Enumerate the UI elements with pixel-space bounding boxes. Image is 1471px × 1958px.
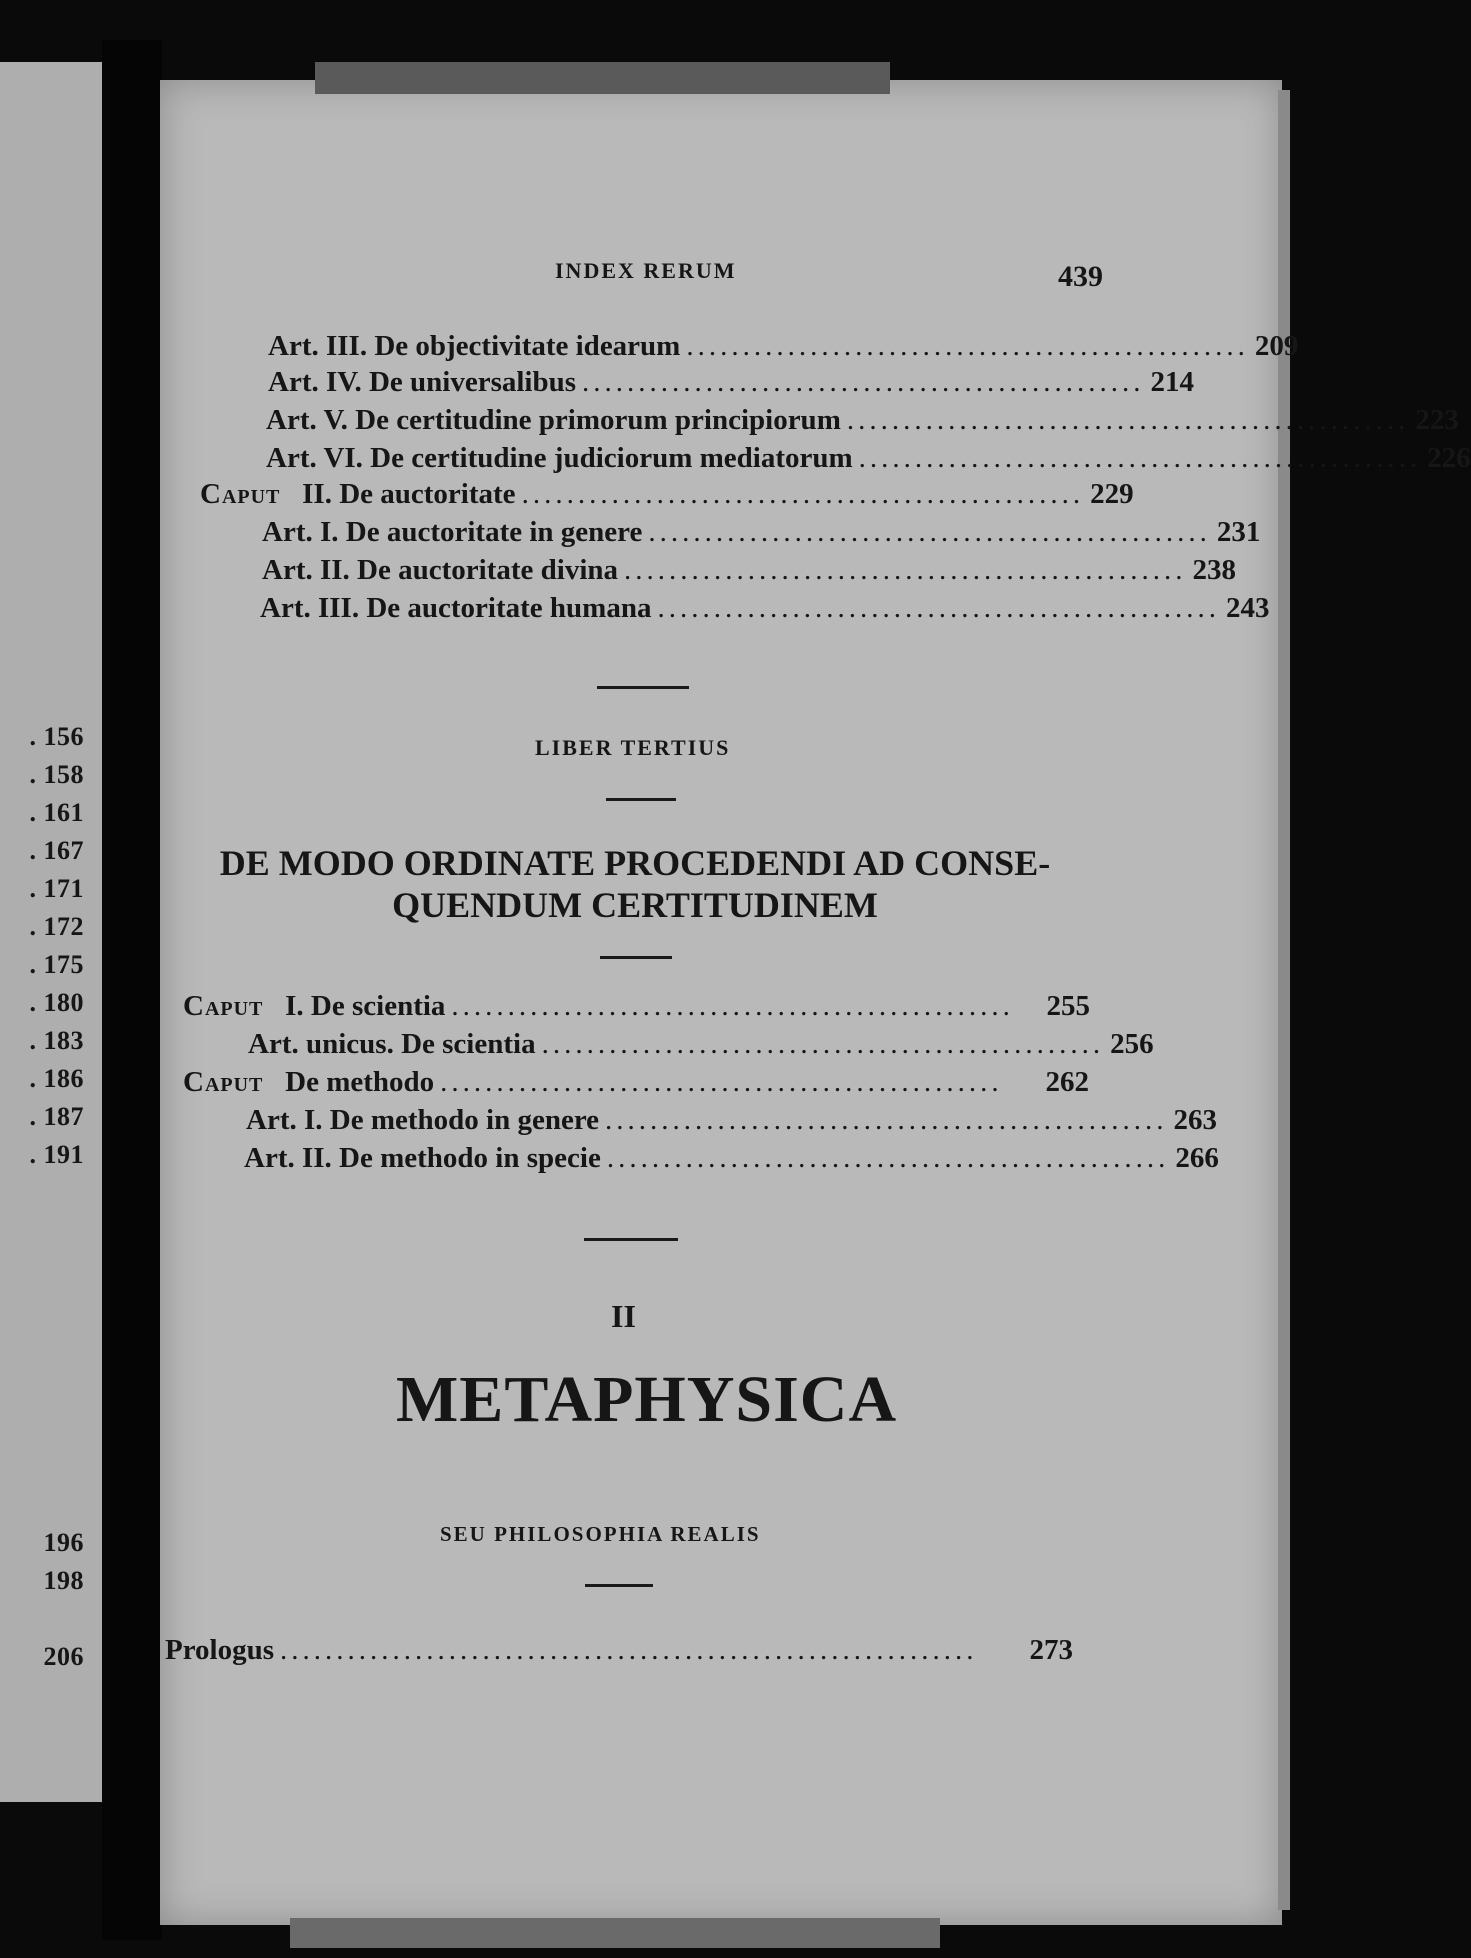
book-heading-line: QUENDUM CERTITUDINEM [392, 885, 878, 925]
part-title: METAPHYSICA [396, 1363, 898, 1436]
toc-entry-page: 256 [1110, 1028, 1154, 1060]
left-page-number: . 161 [29, 798, 84, 827]
toc-entry: Art. III. De auctoritate humana .................................................. 243 [260, 592, 1270, 624]
left-page-number: 206 [43, 1642, 84, 1671]
toc-entry: Art. IV. De universalibus .................................................. 214 [268, 366, 1195, 398]
toc-entry-page: 255 [1046, 990, 1090, 1022]
toc-entry-page: 223 [1415, 404, 1459, 436]
toc-entry-label: Prologus [165, 1634, 275, 1666]
toc-entry-label: Art. V. De certitudine primorum principiorum [266, 404, 841, 436]
toc-entry: Art. VI. De certitudine judiciorum mediatorum .................................................. 226 [266, 442, 1471, 474]
toc-entry-label: Art. unicus. De scientia [248, 1028, 536, 1060]
left-page-number: . 187 [29, 1102, 84, 1131]
left-page-number: 198 [43, 1566, 84, 1595]
section-rule [606, 798, 676, 801]
left-page-number: . 156 [29, 722, 84, 751]
toc-entry-label: Art. I. De auctoritate in genere [262, 516, 643, 548]
toc-entry: Art. III. De objectivitate idearum .................................................. 209 [268, 330, 1299, 362]
part-numeral: II [611, 1298, 636, 1334]
left-page-number: . 183 [29, 1026, 84, 1055]
toc-entry-label: De methodo [285, 1066, 435, 1098]
section-rule [584, 1238, 678, 1241]
toc-entry: Art. II. De auctoritate divina .................................................. 238 [262, 554, 1237, 586]
toc-entry: Art. I. De methodo in genere .................................................. 263 [246, 1104, 1218, 1136]
toc-entry-label: Art. III. De objectivitate idearum [268, 330, 681, 362]
toc-entry: Art. V. De certitudine primorum principiorum .................................................. 223 [266, 404, 1459, 436]
toc-entry-label: Art. II. De methodo in specie [244, 1142, 601, 1174]
toc-entry-label: Art. II. De auctoritate divina [262, 554, 619, 586]
toc-entry: Art. unicus. De scientia .................................................. 256 [248, 1028, 1154, 1060]
liber-title: LIBER TERTIUS [535, 735, 731, 760]
toc-entry-page: 214 [1150, 366, 1195, 398]
part-subtitle: SEU PHILOSOPHIA REALIS [440, 1522, 761, 1546]
toc-entry-page: 231 [1216, 516, 1261, 548]
toc-entry-page: 263 [1173, 1104, 1218, 1136]
toc-caput-entry: Caput De methodo .................................................. 262 [183, 1066, 1089, 1098]
film-edge-top [315, 62, 890, 94]
caput-label: Caput [200, 478, 281, 510]
toc-entry-page: 238 [1192, 554, 1237, 586]
book-heading-line: DE MODO ORDINATE PROCEDENDI AD CONSE- [219, 843, 1051, 883]
section-rule [600, 956, 672, 959]
toc-entry-page: 273 [1029, 1634, 1073, 1666]
toc-entry-page: 229 [1090, 478, 1134, 510]
caput-label: Caput [183, 1066, 264, 1098]
book-heading [200, 842, 1070, 926]
page-edge [1278, 90, 1290, 1910]
toc-entry-label: I. De scientia [285, 990, 446, 1022]
toc-entry-label: II. De auctoritate [302, 478, 516, 510]
toc-entry: Art. II. De methodo in specie .................................................. 266 [244, 1142, 1219, 1174]
toc-entry-label: Art. VI. De certitudine judiciorum mediatorum [266, 442, 853, 474]
page-folio: 439 [1058, 260, 1103, 293]
caput-label: Caput [183, 990, 264, 1022]
toc-entry-page: 262 [1045, 1066, 1089, 1098]
toc-entry-label: Art. IV. De universalibus [268, 366, 577, 398]
toc-entry: Art. I. De auctoritate in genere .................................................. 231 [262, 516, 1261, 548]
toc-prologus-entry: Prologus .............................................................. 273 [165, 1634, 1073, 1666]
toc-caput-entry: Caput I. De scientia .................................................. 255 [183, 990, 1090, 1022]
section-rule [585, 1584, 653, 1587]
toc-entry-page: 209 [1254, 330, 1299, 362]
left-page-number: . 158 [29, 760, 84, 789]
left-page-number: . 175 [29, 950, 84, 979]
film-edge-bottom [290, 1918, 940, 1948]
section-rule [597, 686, 689, 689]
left-page-number: 196 [43, 1528, 84, 1557]
left-page-number: . 167 [29, 836, 84, 865]
toc-entry-page: 266 [1175, 1142, 1219, 1174]
running-head: INDEX RERUM [555, 258, 737, 283]
left-page-number: . 172 [29, 912, 84, 941]
toc-entry-page: 243 [1225, 592, 1270, 624]
toc-entry-label: Art. I. De methodo in genere [246, 1104, 600, 1136]
toc-entry-label: Art. III. De auctoritate humana [260, 592, 652, 624]
toc-entry-page: 226 [1427, 442, 1471, 474]
left-page-number: . 180 [29, 988, 84, 1017]
toc-caput-entry: Caput II. De auctoritate .................................................. 229 [200, 478, 1134, 510]
left-page-number: . 171 [29, 874, 84, 903]
left-page-number: . 186 [29, 1064, 84, 1093]
page-gutter [102, 40, 162, 1940]
left-page-number: . 191 [29, 1140, 84, 1169]
